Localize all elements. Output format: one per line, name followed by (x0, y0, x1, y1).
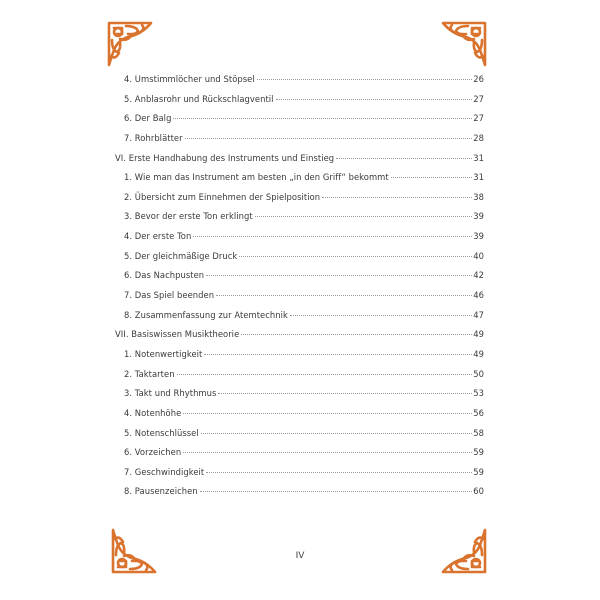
toc-entry[interactable] (124, 270, 484, 290)
toc-entry-title: 7. Rohrblätter (124, 132, 183, 143)
toc-entry-page: 59 (473, 466, 484, 477)
toc-entry-page: 50 (473, 368, 484, 379)
toc-entry-title: 5. Notenschlüssel (124, 427, 199, 438)
toc-leader-dots (276, 99, 472, 100)
toc-leader-dots (201, 433, 472, 434)
toc-leader-dots (177, 374, 472, 375)
toc-entry[interactable] (124, 211, 484, 231)
toc-entry[interactable] (124, 467, 484, 487)
toc-entry-page: 49 (473, 348, 484, 359)
toc-leader-dots (206, 275, 472, 276)
celtic-corner-top-left-icon (106, 20, 154, 68)
toc-leader-dots (216, 295, 472, 296)
toc-leader-dots (206, 472, 472, 473)
toc-entry-page: 47 (473, 309, 484, 320)
toc-entry-title: 1. Wie man das Instrument am besten „in den Griff“ bekommt (124, 172, 389, 183)
celtic-corner-top-right-icon (440, 20, 488, 68)
toc-entry[interactable] (124, 251, 484, 271)
toc-entry-title: 6. Vorzeichen (124, 447, 182, 458)
toc-entry-page: 58 (473, 427, 484, 438)
toc-section-title: VI. Erste Handhabung des Instruments und Einstieg (115, 152, 335, 163)
toc-entry[interactable] (124, 192, 484, 212)
toc-entry-page: 39 (473, 211, 484, 222)
toc-entry[interactable] (124, 428, 484, 448)
toc-section-entry[interactable] (115, 153, 484, 173)
toc-entry-page: 56 (473, 407, 484, 418)
toc-entry-page: 46 (473, 290, 484, 301)
toc-entry[interactable] (124, 447, 484, 467)
toc-entry[interactable] (124, 133, 484, 153)
toc-entry-title: 3. Bevor der erste Ton erklingt (124, 211, 253, 222)
toc-leader-dots (257, 79, 472, 80)
toc-entry-title: 7. Geschwindigkeit (124, 466, 205, 477)
toc-entry-page: 27 (473, 113, 484, 124)
toc-entry-page: 59 (473, 447, 484, 458)
toc-entry[interactable] (124, 74, 484, 94)
toc-entry-page: 40 (473, 250, 484, 261)
toc-leader-dots (241, 334, 472, 335)
toc-entry[interactable] (124, 408, 484, 428)
toc-leader-dots (185, 138, 472, 139)
toc-entry-title: 4. Notenhöhe (124, 407, 182, 418)
toc-leader-dots (290, 315, 472, 316)
toc-entry[interactable] (124, 113, 484, 133)
toc-entry[interactable] (124, 94, 484, 114)
toc-entry-title: 7. Das Spiel beenden (124, 290, 215, 301)
toc-entry-page: 26 (473, 74, 484, 84)
toc-leader-dots (336, 158, 472, 159)
toc-entry[interactable] (124, 349, 484, 369)
toc-entry-page: 39 (473, 231, 484, 242)
toc-entry-title: 1. Notenwertigkeit (124, 348, 203, 359)
toc-entry-title: 4. Der erste Ton (124, 231, 192, 242)
toc-entry-title: 8. Zusammenfassung zur Atemtechnik (124, 309, 288, 320)
toc-leader-dots (183, 413, 472, 414)
toc-leader-dots (200, 491, 472, 492)
toc-entry-title: 2. Taktarten (124, 368, 175, 379)
toc-entry-title: 8. Pausenzeichen (124, 486, 198, 497)
toc-entry[interactable] (124, 369, 484, 389)
toc-entry[interactable] (124, 310, 484, 330)
table-of-contents (115, 74, 484, 506)
toc-entry-page: 38 (473, 191, 484, 202)
page-number: IV (295, 551, 305, 561)
toc-section-entry[interactable] (115, 329, 484, 349)
toc-leader-dots (239, 256, 472, 257)
toc-entry-title: 6. Der Balg (124, 113, 172, 124)
toc-entry[interactable] (124, 172, 484, 192)
toc-entry-page: 28 (473, 132, 484, 143)
toc-section-title: VII. Basiswissen Musiktheorie (115, 329, 240, 340)
toc-entry-title: 2. Übersicht zum Einnehmen der Spielposition (124, 191, 321, 202)
toc-entry[interactable] (124, 486, 484, 506)
toc-entry[interactable] (124, 231, 484, 251)
toc-entry-title: 5. Anblasrohr und Rückschlagventil (124, 93, 274, 104)
toc-entry-page: 31 (473, 152, 484, 163)
toc-entry-page: 49 (473, 329, 484, 340)
toc-leader-dots (193, 236, 472, 237)
toc-entry-title: 5. Der gleichmäßige Druck (124, 250, 238, 261)
toc-leader-dots (255, 216, 472, 217)
toc-leader-dots (204, 354, 472, 355)
toc-entry-page: 31 (473, 172, 484, 183)
toc-entry-page: 42 (473, 270, 484, 281)
toc-entry-title: 3. Takt und Rhythmus (124, 388, 217, 399)
toc-entry[interactable] (124, 290, 484, 310)
toc-leader-dots (322, 197, 472, 198)
toc-entry-page: 27 (473, 93, 484, 104)
toc-entry-title: 6. Das Nachpusten (124, 270, 205, 281)
toc-leader-dots (391, 177, 472, 178)
toc-leader-dots (173, 118, 472, 119)
toc-leader-dots (183, 452, 472, 453)
toc-entry-title: 4. Umstimmlöcher und Stöpsel (124, 74, 255, 84)
toc-entry[interactable] (124, 388, 484, 408)
toc-entry-page: 60 (473, 486, 484, 497)
toc-entry-page: 53 (473, 388, 484, 399)
toc-leader-dots (218, 393, 472, 394)
